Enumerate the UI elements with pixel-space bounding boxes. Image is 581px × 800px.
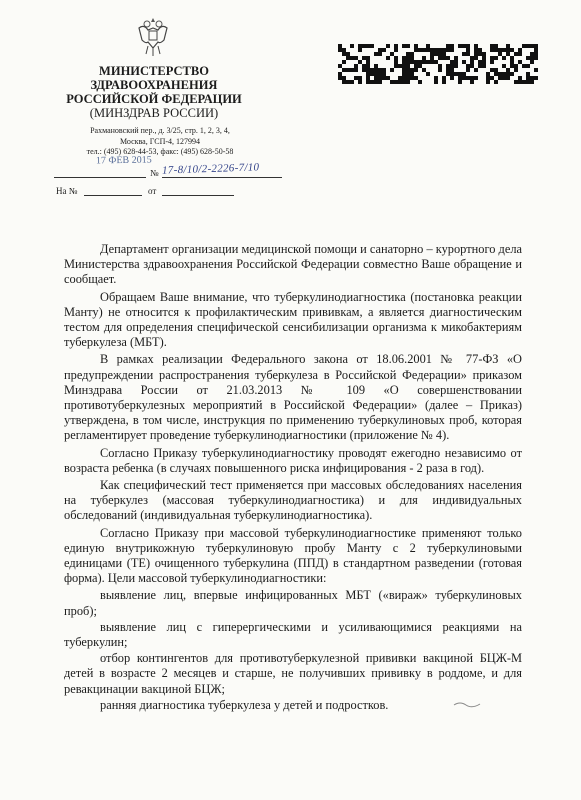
barcode-module <box>522 80 526 84</box>
barcode-module <box>482 60 486 64</box>
barcode-module <box>394 80 398 84</box>
barcode-module <box>338 64 342 68</box>
barcode-module <box>346 80 350 84</box>
barcode-module <box>358 44 362 48</box>
barcode-module <box>470 76 474 80</box>
barcode-module <box>482 64 486 68</box>
barcode-module <box>530 76 534 80</box>
barcode-module <box>350 68 354 72</box>
barcode-module <box>338 48 342 52</box>
barcode-module <box>446 48 450 52</box>
barcode-module <box>362 56 366 60</box>
barcode-module <box>474 44 478 48</box>
barcode-module <box>446 56 450 60</box>
barcode-module <box>450 48 454 52</box>
barcode-module <box>534 44 538 48</box>
barcode-module <box>402 68 406 72</box>
barcode-module <box>426 48 430 52</box>
barcode-module <box>406 64 410 68</box>
barcode-module <box>474 48 478 52</box>
barcode-module <box>438 68 442 72</box>
barcode-module <box>426 60 430 64</box>
barcode-module <box>502 72 506 76</box>
barcode-module <box>506 68 510 72</box>
barcode-module <box>466 68 470 72</box>
barcode-module <box>450 76 454 80</box>
barcode-module <box>374 80 378 84</box>
barcode-module <box>358 48 362 52</box>
barcode-module <box>454 64 458 68</box>
barcode-module <box>466 64 470 68</box>
barcode-module <box>418 48 422 52</box>
barcode-module <box>470 56 474 60</box>
barcode-module <box>458 44 462 48</box>
barcode-module <box>358 60 362 64</box>
barcode-module <box>522 44 526 48</box>
from-label: от <box>148 186 157 196</box>
barcode-module <box>418 64 422 68</box>
barcode-module <box>426 44 430 48</box>
barcode-module <box>378 68 382 72</box>
barcode-module <box>482 52 486 56</box>
barcode-module <box>382 68 386 72</box>
barcode-module <box>386 56 390 60</box>
coat-of-arms-icon <box>136 14 170 60</box>
barcode-module <box>410 56 414 60</box>
barcode-module <box>406 80 410 84</box>
barcode-module <box>494 48 498 52</box>
from-underline <box>162 195 234 196</box>
ministry-line: РОССИЙСКОЙ ФЕДЕРАЦИИ <box>66 92 242 106</box>
barcode-module <box>374 68 378 72</box>
list-item: выявление лиц с гиперергическими и усиливающимися реакциями на туберкулин; <box>64 619 522 650</box>
reference-line <box>56 186 256 196</box>
barcode-module <box>382 72 386 76</box>
barcode-module <box>502 76 506 80</box>
number-underline <box>162 177 282 178</box>
barcode-module <box>534 52 538 56</box>
barcode-module <box>346 52 350 56</box>
barcode-module <box>434 52 438 56</box>
barcode-module <box>430 52 434 56</box>
barcode-module <box>434 48 438 52</box>
barcode-module <box>362 68 366 72</box>
barcode-module <box>406 72 410 76</box>
barcode-module <box>474 56 478 60</box>
barcode-module <box>410 76 414 80</box>
barcode-module <box>358 80 362 84</box>
barcode-module <box>466 52 470 56</box>
paragraph: Обращаем Ваше внимание, что туберкулинодиагностика (постановка реакции Манту) не относится к профилактическим прививкам, а является диагностическим тестом для определения специфической сенсибилизации организма к микобактериям туберкулеза (МБТ). <box>64 289 522 350</box>
barcode-module <box>450 68 454 72</box>
handwritten-number: 17-8/10/2-2226-7/10 <box>161 161 260 177</box>
barcode-module <box>458 76 462 80</box>
pen-mark <box>452 700 482 708</box>
barcode-module <box>386 44 390 48</box>
barcode-module <box>390 52 394 56</box>
barcode-module <box>490 48 494 52</box>
barcode-module <box>366 80 370 84</box>
ministry-address <box>60 126 260 158</box>
barcode-module <box>442 56 446 60</box>
ministry-abbreviation: (МИНЗДРАВ РОССИИ) <box>89 106 219 120</box>
barcode-module <box>494 56 498 60</box>
barcode-module <box>458 72 462 76</box>
barcode-module <box>510 56 514 60</box>
barcode-module <box>342 60 346 64</box>
list-item: выявление лиц, впервые инфицированных МБТ («вираж» туберкулиновых проб); <box>64 588 522 618</box>
barcode-module <box>406 76 410 80</box>
barcode-module <box>414 44 418 48</box>
barcode-module <box>526 72 530 76</box>
barcode-module <box>494 72 498 76</box>
barcode-module <box>402 60 406 64</box>
barcode-module <box>506 48 510 52</box>
barcode-module <box>446 72 450 76</box>
barcode-module <box>366 72 370 76</box>
address-line: Рахмановский пер., д. 3/25, стр. 1, 2, 3, 4, <box>90 126 230 135</box>
barcode-module <box>370 68 374 72</box>
barcode-module <box>454 56 458 60</box>
barcode-module <box>430 48 434 52</box>
barcode-module <box>338 44 342 48</box>
barcode-module <box>386 76 390 80</box>
barcode-module <box>394 44 398 48</box>
document-barcode <box>338 44 538 84</box>
barcode-module <box>366 56 370 60</box>
barcode-module <box>494 44 498 48</box>
paragraph: Согласно Приказу при массовой туберкулинодиагностике применяют только единую внутрикожную туберкулиновую пробу Манту с 2 туберкулиновыми единицами (ТЕ) очищенного туберкулина (ППД) в стандартном разведении (готовая форма). Цели массовой туберкулинодиагностики: <box>64 525 522 586</box>
barcode-module <box>534 76 538 80</box>
barcode-module <box>486 76 490 80</box>
barcode-module <box>494 68 498 72</box>
barcode-module <box>402 72 406 76</box>
barcode-module <box>514 80 518 84</box>
barcode-module <box>354 68 358 72</box>
barcode-module <box>406 56 410 60</box>
barcode-module <box>342 76 346 80</box>
barcode-module <box>534 56 538 60</box>
barcode-module <box>398 76 402 80</box>
barcode-module <box>530 52 534 56</box>
barcode-module <box>342 48 346 52</box>
barcode-module <box>482 56 486 60</box>
barcode-module <box>398 80 402 84</box>
barcode-module <box>410 72 414 76</box>
barcode-module <box>526 64 530 68</box>
barcode-module <box>478 48 482 52</box>
barcode-module <box>526 76 530 80</box>
barcode-module <box>498 76 502 80</box>
barcode-module <box>350 44 354 48</box>
barcode-module <box>430 60 434 64</box>
barcode-module <box>534 68 538 72</box>
barcode-module <box>378 76 382 80</box>
barcode-module <box>430 56 434 60</box>
barcode-module <box>422 48 426 52</box>
barcode-module <box>454 60 458 64</box>
barcode-module <box>378 52 382 56</box>
barcode-module <box>446 44 450 48</box>
barcode-module <box>414 64 418 68</box>
barcode-module <box>506 76 510 80</box>
barcode-module <box>410 52 414 56</box>
barcode-module <box>450 64 454 68</box>
barcode-module <box>442 76 446 80</box>
barcode-module <box>470 80 474 84</box>
barcode-module <box>370 44 374 48</box>
barcode-module <box>510 60 514 64</box>
barcode-module <box>518 80 522 84</box>
barcode-module <box>470 60 474 64</box>
barcode-module <box>342 68 346 72</box>
barcode-module <box>346 68 350 72</box>
barcode-module <box>362 44 366 48</box>
barcode-module <box>498 72 502 76</box>
barcode-module <box>466 76 470 80</box>
barcode-module <box>462 52 466 56</box>
ministry-line: МИНИСТЕРСТВО <box>99 64 209 78</box>
paragraph: Департамент организации медицинской помощи и санаторно – курортного дела Министерства здравоохранения Российской Федерации совместно Ваше обращение и сообщает. <box>64 242 522 287</box>
barcode-module <box>438 52 442 56</box>
barcode-module <box>346 56 350 60</box>
barcode-module <box>354 56 358 60</box>
barcode-module <box>410 60 414 64</box>
barcode-module <box>514 64 518 68</box>
barcode-module <box>466 48 470 52</box>
barcode-module <box>390 80 394 84</box>
number-label: № <box>150 168 159 178</box>
reference-underline <box>84 195 142 196</box>
barcode-module <box>462 60 466 64</box>
list-item: отбор контингентов для противотуберкулезной прививки вакциной БЦЖ-М детей в возрасте 2 месяцев и старше, не получивших прививку в роддоме, и для ревакцинации вакциной БЦЖ; <box>64 651 522 696</box>
barcode-module <box>338 76 342 80</box>
barcode-module <box>518 60 522 64</box>
barcode-module <box>526 56 530 60</box>
barcode-module <box>522 64 526 68</box>
barcode-module <box>378 72 382 76</box>
barcode-module <box>414 68 418 72</box>
barcode-module <box>366 76 370 80</box>
barcode-module <box>438 56 442 60</box>
barcode-module <box>394 64 398 68</box>
barcode-module <box>510 64 514 68</box>
barcode-module <box>394 60 398 64</box>
barcode-module <box>354 76 358 80</box>
barcode-module <box>506 44 510 48</box>
barcode-module <box>462 44 466 48</box>
barcode-module <box>394 48 398 52</box>
barcode-module <box>366 60 370 64</box>
barcode-module <box>502 56 506 60</box>
barcode-module <box>438 48 442 52</box>
barcode-module <box>502 64 506 68</box>
letter-body <box>64 242 522 714</box>
barcode-module <box>402 76 406 80</box>
barcode-module <box>422 68 426 72</box>
date-underline <box>54 177 146 178</box>
barcode-module <box>454 72 458 76</box>
paragraph: В рамках реализации Федерального закона от 18.06.2001 № 77-ФЗ «О предупреждении распространения туберкулеза в Российской Федерации» приказом Минздрава России от 21.03.2013 № 109 «О совершенствовании противотуберкулезных мероприятий в Российской Федерации» (далее – Приказ) утверждена, в том числе, инструкция по применению туберкулиновых проб, которая регламентирует проведение туберкулинодиагностики (приложение № 4). <box>64 352 522 443</box>
barcode-module <box>370 80 374 84</box>
barcode-module <box>446 68 450 72</box>
barcode-module <box>490 68 494 72</box>
barcode-module <box>530 80 534 84</box>
barcode-module <box>490 56 494 60</box>
barcode-module <box>526 44 530 48</box>
barcode-module <box>406 44 410 48</box>
barcode-module <box>490 60 494 64</box>
barcode-module <box>374 72 378 76</box>
registration-date-stamp: 17 ФЕВ 2015 <box>95 154 152 167</box>
barcode-module <box>394 56 398 60</box>
barcode-module <box>374 64 378 68</box>
barcode-module <box>442 48 446 52</box>
barcode-module <box>418 80 422 84</box>
barcode-module <box>374 76 378 80</box>
barcode-module <box>378 80 382 84</box>
barcode-module <box>366 68 370 72</box>
barcode-module <box>450 60 454 64</box>
list-item: ранняя диагностика туберкулеза у детей и подростков. <box>100 697 389 712</box>
address-line: тел.: (495) 628-44-53, факс: (495) 628-50-58 <box>86 147 234 156</box>
barcode-module <box>474 76 478 80</box>
barcode-module <box>422 60 426 64</box>
barcode-module <box>470 64 474 68</box>
barcode-module <box>374 52 378 56</box>
barcode-module <box>462 72 466 76</box>
barcode-module <box>402 44 406 48</box>
barcode-module <box>410 68 414 72</box>
barcode-module <box>402 56 406 60</box>
barcode-module <box>434 60 438 64</box>
barcode-module <box>414 60 418 64</box>
barcode-module <box>466 44 470 48</box>
barcode-module <box>514 68 518 72</box>
barcode-module <box>458 80 462 84</box>
barcode-module <box>490 44 494 48</box>
barcode-module <box>510 72 514 76</box>
barcode-module <box>402 80 406 84</box>
barcode-module <box>518 76 522 80</box>
ministry-line: ЗДРАВООХРАНЕНИЯ <box>90 78 218 92</box>
barcode-module <box>406 68 410 72</box>
barcode-module <box>530 60 534 64</box>
barcode-module <box>426 72 430 76</box>
barcode-module <box>506 52 510 56</box>
barcode-module <box>498 48 502 52</box>
barcode-module <box>514 52 518 56</box>
barcode-module <box>450 44 454 48</box>
barcode-module <box>398 64 402 68</box>
barcode-module <box>418 60 422 64</box>
address-line: Москва, ГСП-4, 127994 <box>119 136 201 146</box>
barcode-module <box>422 56 426 60</box>
barcode-module <box>414 76 418 80</box>
barcode-module <box>502 48 506 52</box>
barcode-module <box>534 48 538 52</box>
barcode-module <box>474 68 478 72</box>
barcode-module <box>402 64 406 68</box>
barcode-module <box>450 72 454 76</box>
barcode-module <box>370 72 374 76</box>
barcode-module <box>478 60 482 64</box>
barcode-module <box>414 48 418 52</box>
barcode-module <box>434 76 438 80</box>
barcode-module <box>366 64 370 68</box>
barcode-module <box>518 48 522 52</box>
barcode-module <box>378 48 382 52</box>
barcode-module <box>362 64 366 68</box>
barcode-module <box>510 48 514 52</box>
barcode-module <box>530 56 534 60</box>
barcode-module <box>382 48 386 52</box>
barcode-module <box>406 52 410 56</box>
barcode-module <box>506 72 510 76</box>
barcode-module <box>342 80 346 84</box>
barcode-module <box>530 44 534 48</box>
barcode-module <box>498 52 502 56</box>
barcode-module <box>366 44 370 48</box>
barcode-module <box>494 80 498 84</box>
barcode-module <box>390 68 394 72</box>
barcode-module <box>350 80 354 84</box>
paragraph: Согласно Приказу туберкулинодиагностику проводят ежегодно независимо от возраста ребенка (в случаях повышенного риска инфицирования - 2 раза в год). <box>64 445 522 475</box>
barcode-module <box>434 80 438 84</box>
barcode-module <box>354 64 358 68</box>
barcode-module <box>350 56 354 60</box>
barcode-module <box>338 72 342 76</box>
barcode-module <box>486 80 490 84</box>
barcode-module <box>490 76 494 80</box>
barcode-module <box>342 52 346 56</box>
barcode-module <box>462 76 466 80</box>
barcode-module <box>406 60 410 64</box>
barcode-module <box>474 52 478 56</box>
barcode-module <box>382 76 386 80</box>
barcode-module <box>478 52 482 56</box>
barcode-module <box>442 52 446 56</box>
barcode-module <box>442 80 446 84</box>
barcode-module <box>518 52 522 56</box>
ministry-name <box>44 64 264 120</box>
reference-label: На № <box>56 186 78 196</box>
barcode-module <box>358 76 362 80</box>
barcode-module <box>478 64 482 68</box>
barcode-module <box>438 64 442 68</box>
barcode-module <box>526 80 530 84</box>
barcode-module <box>446 64 450 68</box>
paragraph: Как специфический тест применяется при массовых обследованиях населения на туберкулез (массовая туберкулинодиагностика) и для индивидуальных обследований (индивидуальная туберкулинодиагностика). <box>64 478 522 523</box>
barcode-module <box>486 72 490 76</box>
